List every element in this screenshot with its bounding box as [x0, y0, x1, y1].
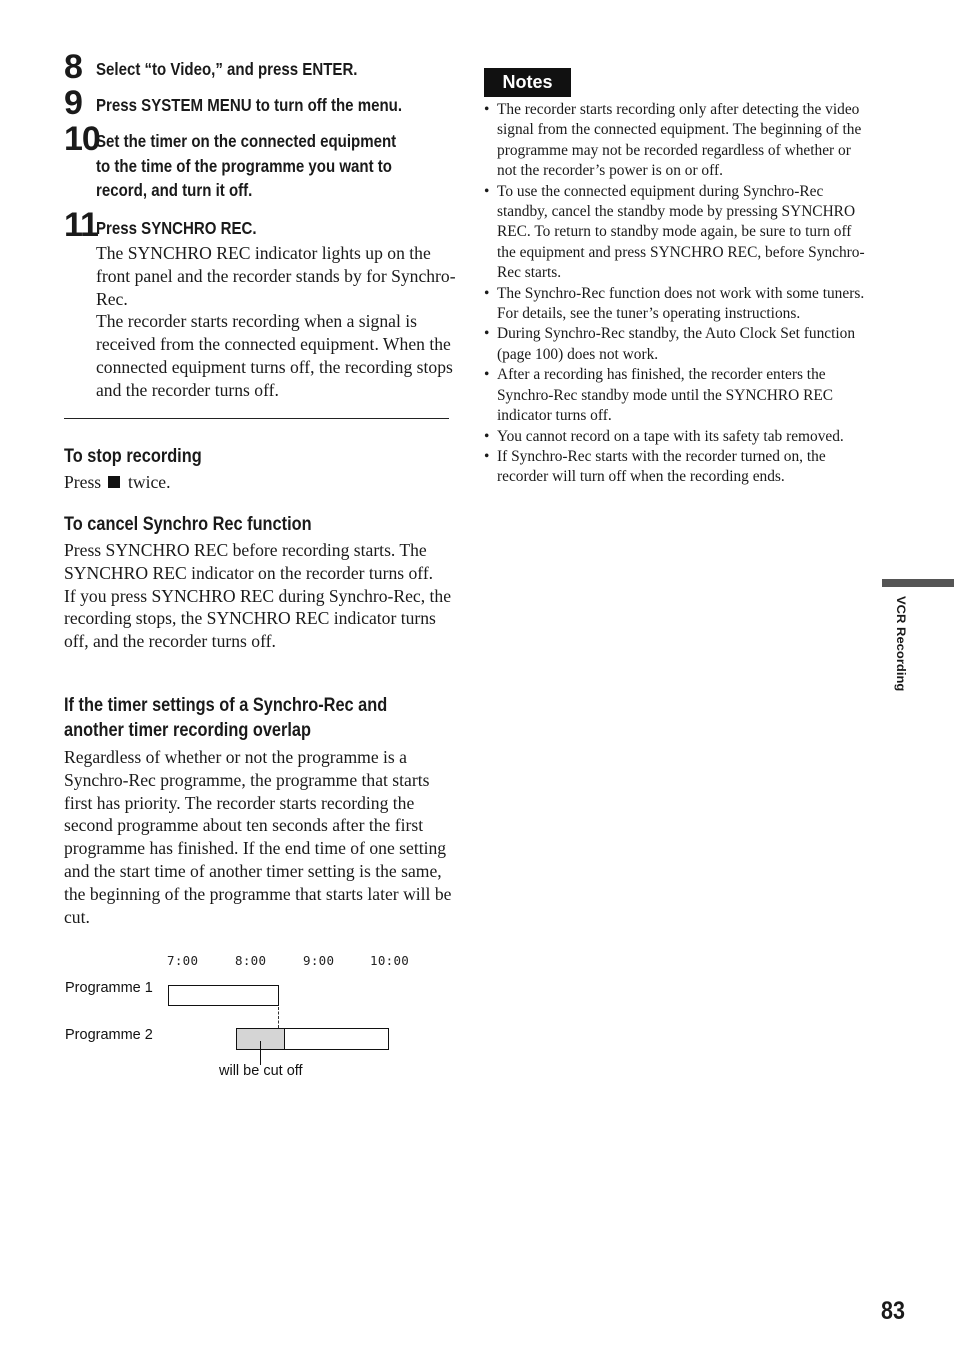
time-tick: 8:00 — [235, 953, 267, 968]
overlap-body — [64, 746, 456, 928]
stop-text-before: Press — [64, 472, 102, 492]
overlap-heading-line: If the timer settings of a Synchro-Rec and — [64, 695, 388, 716]
time-tick: 9:00 — [303, 953, 335, 968]
time-tick: 10:00 — [370, 953, 410, 968]
cut-off-label: will be cut off — [219, 1063, 303, 1079]
notes-heading: Notes — [484, 68, 571, 97]
cancel-synchro-body — [64, 539, 456, 653]
stop-text-after: twice. — [127, 472, 171, 492]
note-text: The recorder starts recording only after detecting the video signal from the connected equipment. The beginning of the programme may not be recorded regardless of whether or not the recorder’s power is on or off. — [497, 101, 862, 180]
note-item: • During Synchro-Rec standby, the Auto Clock Set function (page 100) does not work. — [484, 325, 856, 363]
cancel-paragraph: If you press SYNCHRO REC during Synchro-Rec, the recording stops, the SYNCHRO REC indicator turns off, and the recorder turns off. — [64, 585, 452, 652]
note-text: You cannot record on a tape with its safety tab removed. — [497, 427, 844, 445]
programme-1-bar — [168, 985, 279, 1006]
notes-list — [484, 100, 874, 488]
overlap-paragraph: Regardless of whether or not the programme is a Synchro-Rec programme, the programme that starts first has priority. The recorder starts recording the second programme about ten seconds after the first programme has finished. If the end time of one setting and the start time of another timer setting is the same, the beginning of the programme that starts later will be cut. — [64, 747, 452, 927]
overlap-timeline-diagram — [60, 945, 420, 1085]
step-number: 9 — [64, 84, 82, 122]
section-divider — [64, 418, 449, 419]
step-8 — [64, 50, 464, 86]
stop-recording-heading: To stop recording — [64, 446, 202, 467]
step-paragraph: The recorder starts recording when a signal is received from the connected equipment. When the connected equipment turns off, the recording stops and the recorder turns off. — [96, 311, 453, 400]
step-heading: Select “to Video,” and press ENTER. — [96, 59, 358, 79]
side-tab-label: VCR Recording — [894, 596, 908, 692]
note-item: • You cannot record on a tape with its safety tab removed. — [484, 427, 844, 445]
overlap-heading-line: another timer recording overlap — [64, 720, 311, 741]
step-heading — [96, 129, 466, 203]
stop-recording-body — [64, 471, 456, 494]
step-paragraph: The SYNCHRO REC indicator lights up on the front panel and the recorder stands by for Synchro-Rec. — [96, 243, 456, 309]
side-tab-bar — [882, 579, 954, 587]
step-body — [96, 242, 456, 402]
programme-1-label: Programme 1 — [65, 980, 153, 996]
step-11 — [64, 208, 464, 408]
note-text: To use the connected equipment during Synchro-Rec standby, cancel the standby mode by pressing SYNCHRO REC. To return to standby mode again, be sure to turn off the equipment and press SYNCHRO REC, before Synchro-Rec starts. — [497, 182, 865, 282]
step-heading-line: record, and turn it off. — [96, 180, 253, 200]
note-item: • After a recording has finished, the recorder enters the Synchro-Rec standby mode until the SYNCHRO REC indicator turns off. — [484, 366, 834, 425]
note-text: If Synchro-Rec starts with the recorder turned on, the recorder will turn off when the recording ends. — [497, 447, 826, 486]
note-item: • To use the connected equipment during Synchro-Rec standby, cancel the standby mode by pressing SYNCHRO REC. To return to standby mode again, be sure to turn off the equipment and press SYNCHRO REC, before Synchro-Rec starts. — [484, 182, 865, 282]
step-number: 11 — [64, 206, 98, 244]
cancel-synchro-heading: To cancel Synchro Rec function — [64, 514, 312, 535]
note-item: • The Synchro-Rec function does not work with some tuners. For details, see the tuner’s operating instructions. — [484, 284, 865, 323]
note-text: During Synchro-Rec standby, the Auto Clock Set function (page 100) does not work. — [497, 325, 856, 363]
step-10 — [64, 122, 464, 208]
time-tick: 7:00 — [167, 953, 199, 968]
step-heading-line: Set the timer on the connected equipment — [96, 131, 397, 151]
step-heading: Press SYNCHRO REC. — [96, 218, 257, 238]
note-text: After a recording has finished, the recorder enters the Synchro-Rec standby mode until the SYNCHRO REC indicator turns off. — [497, 366, 834, 425]
step-heading: Press SYSTEM MENU to turn off the menu. — [96, 95, 403, 115]
note-item: • The recorder starts recording only after detecting the video signal from the connected equipment. The beginning of the programme may not be recorded regardless of whether or not the recorder’s power is on or off. — [484, 101, 862, 180]
cancel-paragraph: Press SYNCHRO REC before recording starts. The SYNCHRO REC indicator on the recorder turns off. — [64, 540, 434, 583]
note-item: • If Synchro-Rec starts with the recorder turned on, the recorder will turn off when the recording ends. — [484, 447, 826, 486]
note-text: The Synchro-Rec function does not work with some tuners. For details, see the tuner’s operating instructions. — [497, 284, 865, 323]
step-number: 8 — [64, 48, 82, 86]
cut-off-pointer — [260, 1041, 261, 1065]
stop-icon — [108, 476, 120, 488]
overlap-heading — [64, 693, 451, 743]
step-number: 10 — [64, 120, 100, 158]
programme-2-label: Programme 2 — [65, 1027, 153, 1043]
step-9 — [64, 86, 464, 122]
step-heading-line: to the time of the programme you want to — [96, 155, 393, 176]
overlap-marker-line — [278, 1007, 279, 1028]
page-number: 83 — [881, 1297, 905, 1325]
